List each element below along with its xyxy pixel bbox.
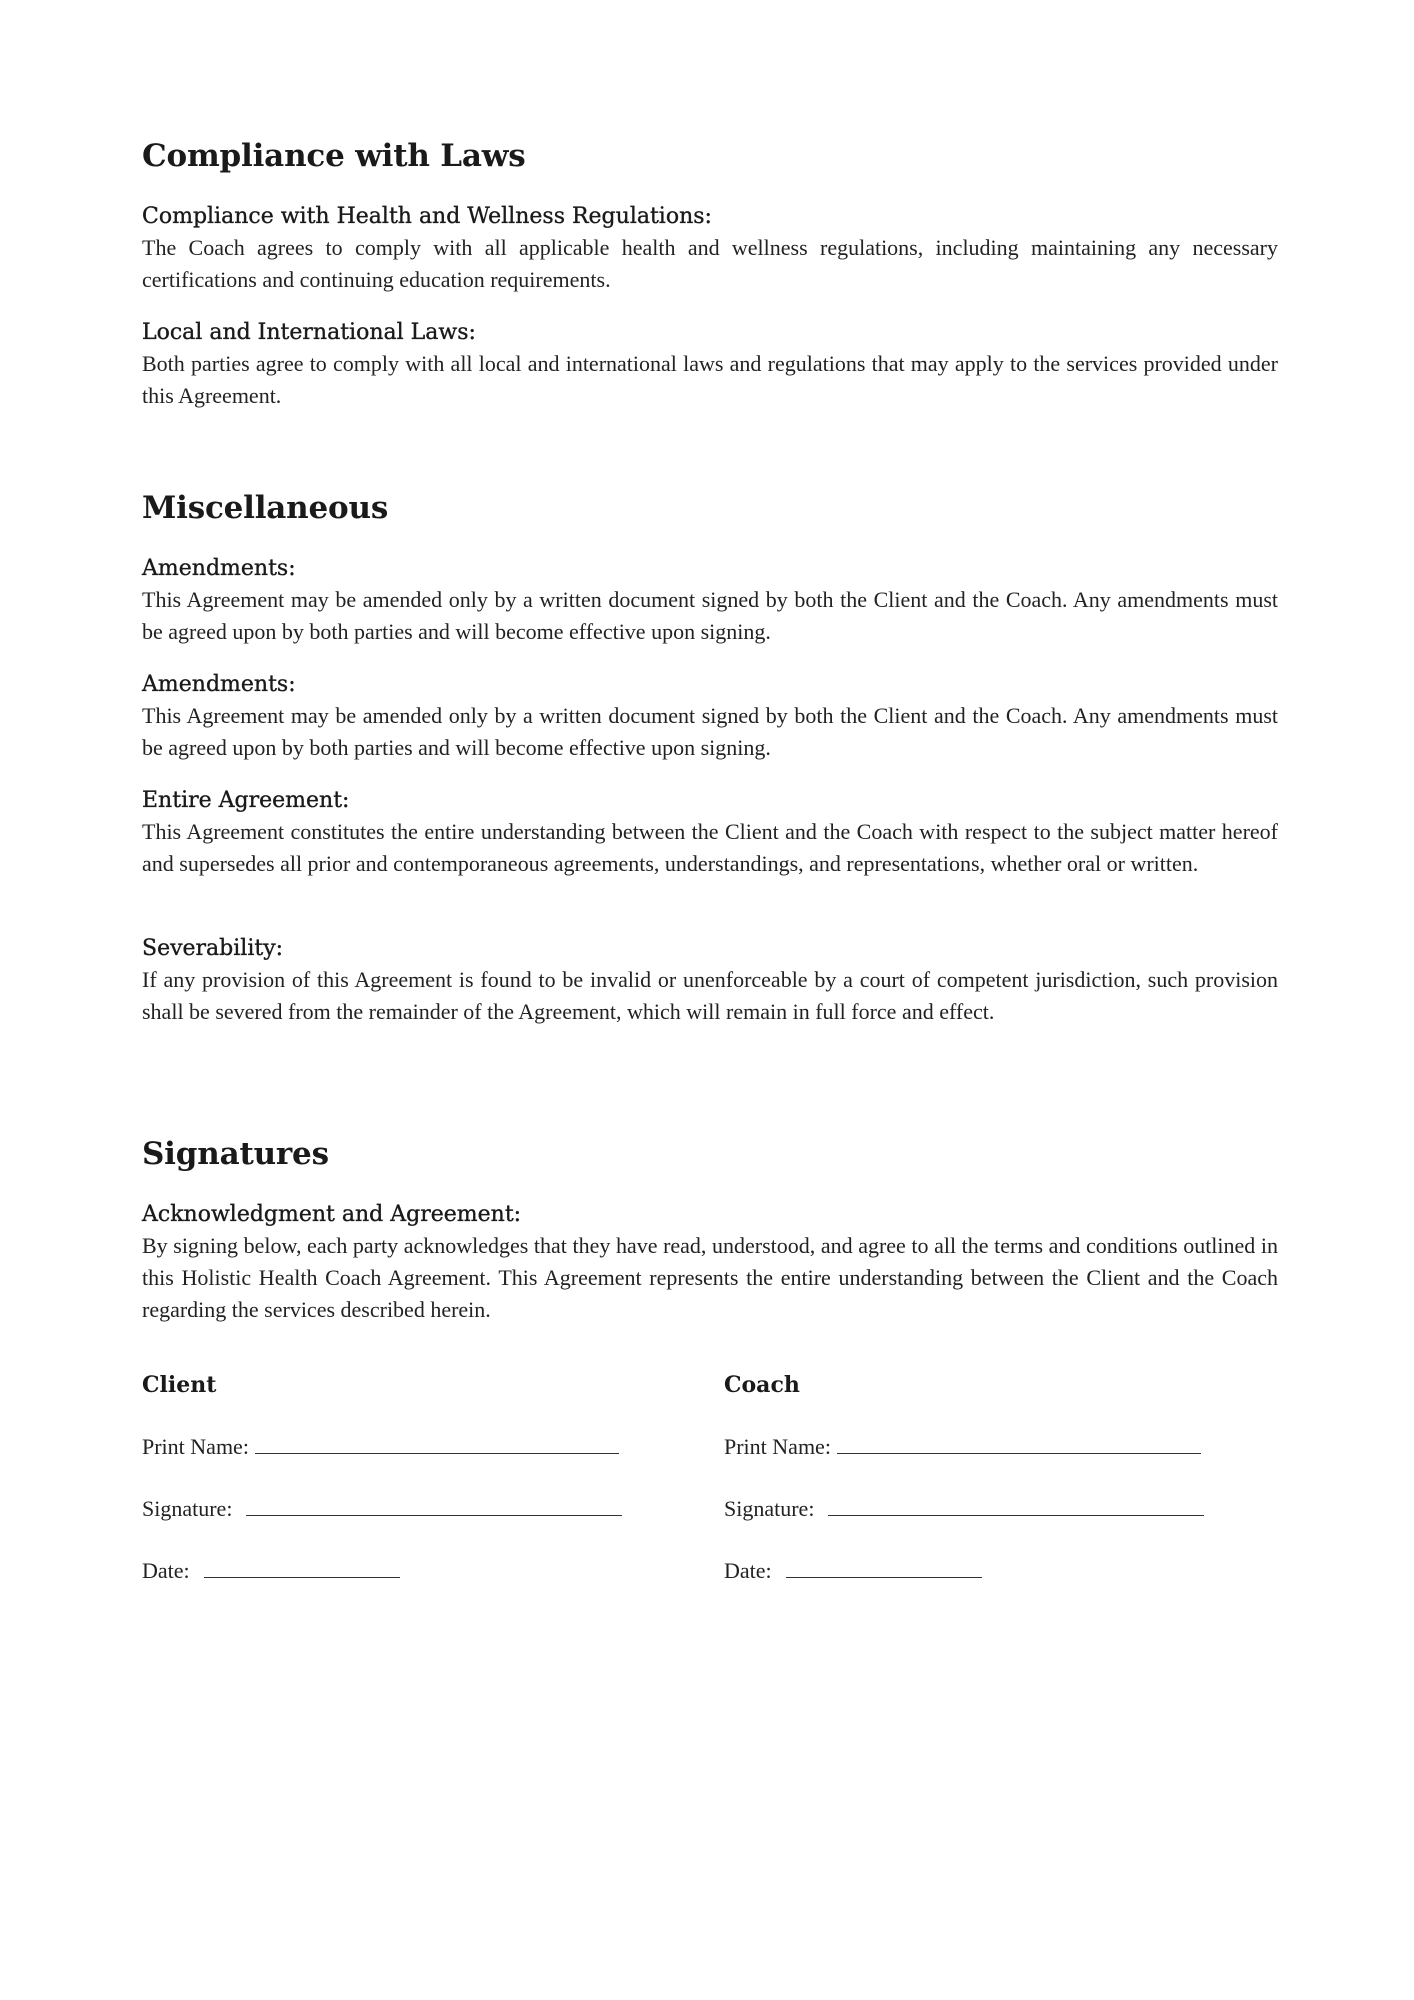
coach-print-name-field[interactable]: [837, 1435, 1201, 1454]
item-heading: Entire Agreement:: [142, 788, 350, 813]
coach-signature-block: [724, 1372, 1244, 1583]
signature-label: Signature:: [724, 1496, 815, 1521]
date-label: Date:: [724, 1558, 772, 1583]
item-heading: Local and International Laws:: [142, 320, 476, 345]
item-heading: Severability:: [142, 936, 284, 961]
compliance-item-health-regulations: [142, 202, 1278, 296]
item-heading: Acknowledgment and Agreement:: [142, 1202, 522, 1227]
section-title-miscellaneous: Miscellaneous: [142, 490, 389, 526]
section-title-compliance: Compliance with Laws: [142, 138, 526, 174]
item-text: This Agreement may be amended only by a written document signed by both the Client and the Coach. Any amendments must be agreed upon by both parties and will become effective upon signing.: [142, 703, 1278, 760]
compliance-section: [142, 138, 1278, 408]
client-date-row: [142, 1558, 400, 1584]
client-signature-field[interactable]: [246, 1497, 622, 1516]
item-heading: Amendments:: [142, 556, 296, 581]
print-name-label: Print Name:: [142, 1434, 249, 1459]
section-title-signatures: Signatures: [142, 1136, 329, 1172]
coach-signature-field[interactable]: [828, 1497, 1204, 1516]
coach-date-row: [724, 1558, 982, 1584]
item-text: This Agreement may be amended only by a written document signed by both the Client and the Coach. Any amendments must be agreed upon by both parties and will become effective upon signing.: [142, 587, 1278, 644]
compliance-item-local-international-laws: [142, 318, 1278, 412]
signature-label: Signature:: [142, 1496, 233, 1521]
item-text: If any provision of this Agreement is found to be invalid or unenforceable by a court of competent jurisdiction, such provision shall be severed from the remainder of the Agreement, which will remain in full force and effect.: [142, 967, 1278, 1024]
date-label: Date:: [142, 1558, 190, 1583]
misc-item-severability: [142, 934, 1278, 1028]
item-heading: Compliance with Health and Wellness Regulations:: [142, 204, 712, 229]
item-text: This Agreement constitutes the entire understanding between the Client and the Coach with respect to the subject matter hereof and supersedes all prior and contemporaneous agreements, understandings, and representations, whether oral or written.: [142, 819, 1278, 876]
item-text: The Coach agrees to comply with all applicable health and wellness regulations, including maintaining any necessary certifications and continuing education requirements.: [142, 235, 1278, 292]
client-title: Client: [142, 1372, 217, 1398]
coach-title: Coach: [724, 1372, 800, 1398]
coach-date-field[interactable]: [786, 1559, 982, 1578]
misc-item-amendments-2: [142, 670, 1278, 764]
coach-signature-row: [724, 1496, 1204, 1522]
client-signature-block: [142, 1372, 662, 1583]
print-name-label: Print Name:: [724, 1434, 831, 1459]
coach-print-name-row: [724, 1434, 1201, 1460]
signatures-section: [142, 1136, 1278, 1583]
client-print-name-row: [142, 1434, 619, 1460]
client-signature-row: [142, 1496, 622, 1522]
client-print-name-field[interactable]: [255, 1435, 619, 1454]
miscellaneous-section: [142, 490, 1278, 1024]
misc-item-entire-agreement: [142, 786, 1278, 880]
acknowledgment-item: [142, 1200, 1278, 1326]
misc-item-amendments: [142, 554, 1278, 648]
client-date-field[interactable]: [204, 1559, 400, 1578]
item-text: By signing below, each party acknowledges that they have read, understood, and agree to all the terms and conditions outlined in this Holistic Health Coach Agreement. This Agreement represents the entire understanding between the Client and the Coach regarding the services described herein.: [142, 1233, 1278, 1322]
item-heading: Amendments:: [142, 672, 296, 697]
item-text: Both parties agree to comply with all local and international laws and regulations that may apply to the services provided under this Agreement.: [142, 351, 1278, 408]
